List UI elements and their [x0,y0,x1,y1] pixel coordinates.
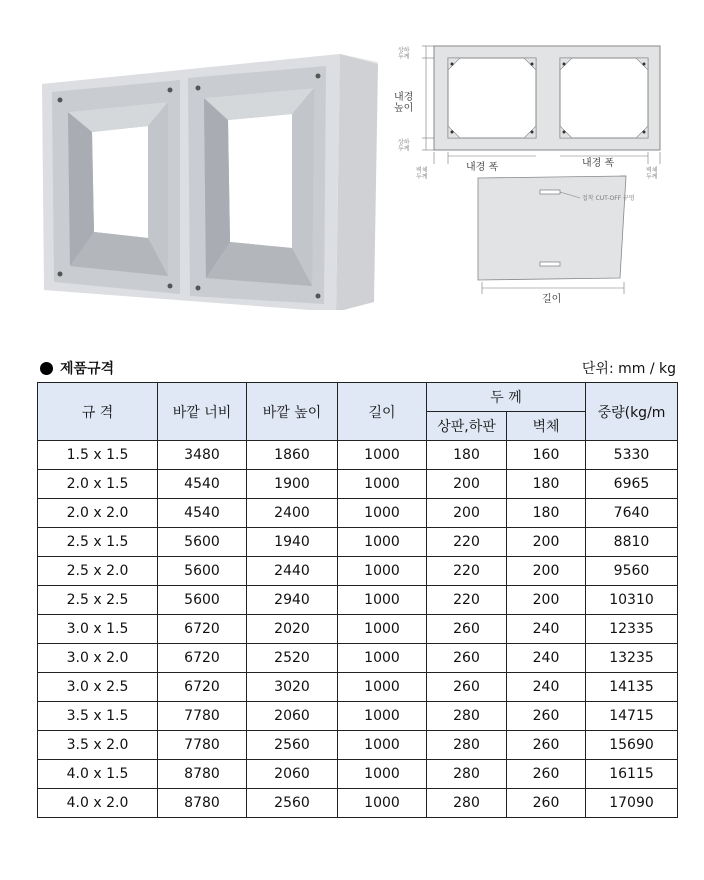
table-row [38,557,678,586]
cell-wall-thickness: 180 [507,470,586,499]
cell-spec: 2.5 x 2.5 [38,586,158,615]
cell-weight: 15690 [586,731,678,760]
header-spec: 규 격 [38,383,158,441]
cell-wall-thickness: 240 [507,673,586,702]
cell-wall-thickness: 260 [507,702,586,731]
cell-wall-thickness: 200 [507,586,586,615]
cell-outer-height: 2400 [247,499,338,528]
cell-weight: 8810 [586,528,678,557]
table-row [38,470,678,499]
cell-outer-height: 1860 [247,441,338,470]
cell-outer-height: 2020 [247,615,338,644]
cell-outer-width: 3480 [158,441,247,470]
cell-wall-thickness: 200 [507,528,586,557]
cell-wall-thickness: 260 [507,789,586,818]
cell-slab-thickness: 180 [427,441,507,470]
table-row [38,760,678,789]
cell-outer-width: 6720 [158,673,247,702]
drawing-label-inner-width-right: 내경 폭 [582,158,615,169]
table-row [38,528,678,557]
cell-length: 1000 [338,789,427,818]
drawing-label-bottom-thickness: 상하 두께 [398,139,410,153]
cell-wall-thickness: 240 [507,644,586,673]
cell-wall-thickness: 240 [507,615,586,644]
drawing-label-wall-left: 벽체 두께 [416,167,428,181]
cell-outer-width: 5600 [158,586,247,615]
cell-length: 1000 [338,644,427,673]
cell-wall-thickness: 160 [507,441,586,470]
cell-outer-width: 8780 [158,760,247,789]
cell-weight: 13235 [586,644,678,673]
drawing-label-inner-height: 내경 높이 [394,92,414,114]
cell-length: 1000 [338,760,427,789]
cell-length: 1000 [338,731,427,760]
cell-slab-thickness: 280 [427,789,507,818]
unit-label: 단위: mm / kg [581,361,676,377]
cell-wall-thickness: 200 [507,557,586,586]
cell-outer-width: 6720 [158,644,247,673]
cell-spec: 2.0 x 2.0 [38,499,158,528]
cell-spec: 2.0 x 1.5 [38,470,158,499]
cell-weight: 7640 [586,499,678,528]
culvert-drawing [390,40,680,320]
cell-outer-height: 2520 [247,644,338,673]
cell-slab-thickness: 260 [427,673,507,702]
cell-length: 1000 [338,615,427,644]
table-row [38,615,678,644]
cell-length: 1000 [338,528,427,557]
cell-weight: 5330 [586,441,678,470]
cell-outer-width: 8780 [158,789,247,818]
cell-outer-height: 2940 [247,586,338,615]
header-thickness: 두 께 [427,383,586,412]
section-heading [40,356,676,378]
cell-outer-height: 2560 [247,789,338,818]
spec-table-body [38,441,678,818]
cell-outer-height: 1900 [247,470,338,499]
cell-length: 1000 [338,557,427,586]
cell-spec: 4.0 x 2.0 [38,789,158,818]
table-row [38,499,678,528]
drawing-label-length: 길이 [542,294,562,305]
header-outer-width: 바깥 너비 [158,383,247,441]
header-outer-height: 바깥 높이 [247,383,338,441]
box-culvert-photo [30,40,390,310]
table-row [38,586,678,615]
section-title [40,358,114,378]
drawing-label-cutoff: 접착 CUT-OFF 구멍 [582,195,635,202]
table-row [38,673,678,702]
cell-slab-thickness: 200 [427,499,507,528]
spec-table [37,382,678,818]
cell-slab-thickness: 220 [427,528,507,557]
cell-outer-width: 5600 [158,557,247,586]
cell-outer-height: 2060 [247,760,338,789]
cell-spec: 1.5 x 1.5 [38,441,158,470]
cell-spec: 2.5 x 2.0 [38,557,158,586]
table-row [38,441,678,470]
cell-outer-width: 7780 [158,702,247,731]
cell-spec: 3.5 x 1.5 [38,702,158,731]
cell-weight: 14135 [586,673,678,702]
drawing-label-wall-right: 벽체 두께 [646,167,658,181]
cell-weight: 9560 [586,557,678,586]
header-slab: 상판,하판 [427,412,507,441]
table-row [38,789,678,818]
cell-length: 1000 [338,441,427,470]
cell-slab-thickness: 220 [427,586,507,615]
cell-outer-width: 5600 [158,528,247,557]
cell-outer-height: 3020 [247,673,338,702]
table-row [38,731,678,760]
cell-length: 1000 [338,586,427,615]
cell-spec: 2.5 x 1.5 [38,528,158,557]
cell-outer-width: 4540 [158,470,247,499]
cell-weight: 10310 [586,586,678,615]
cell-length: 1000 [338,499,427,528]
cell-outer-height: 1940 [247,528,338,557]
cell-slab-thickness: 280 [427,702,507,731]
section-title-text: 제품규격 [60,361,115,377]
cell-outer-height: 2560 [247,731,338,760]
cell-outer-width: 7780 [158,731,247,760]
cell-slab-thickness: 220 [427,557,507,586]
cell-weight: 12335 [586,615,678,644]
cell-slab-thickness: 280 [427,760,507,789]
bullet-icon [40,362,53,375]
cell-spec: 4.0 x 1.5 [38,760,158,789]
cell-length: 1000 [338,470,427,499]
cell-wall-thickness: 260 [507,760,586,789]
table-row [38,702,678,731]
cell-slab-thickness: 280 [427,731,507,760]
cell-length: 1000 [338,673,427,702]
cell-slab-thickness: 260 [427,615,507,644]
cell-outer-height: 2060 [247,702,338,731]
cell-weight: 6965 [586,470,678,499]
drawing-label-inner-width-left: 내경 폭 [466,162,499,173]
cell-spec: 3.0 x 2.0 [38,644,158,673]
cell-outer-height: 2440 [247,557,338,586]
cell-spec: 3.0 x 2.5 [38,673,158,702]
header-length: 길이 [338,383,427,441]
table-row [38,644,678,673]
cell-length: 1000 [338,702,427,731]
cell-slab-thickness: 260 [427,644,507,673]
cell-outer-width: 4540 [158,499,247,528]
cell-weight: 14715 [586,702,678,731]
cell-weight: 17090 [586,789,678,818]
header-wall: 벽체 [507,412,586,441]
cell-spec: 3.0 x 1.5 [38,615,158,644]
cell-outer-width: 6720 [158,615,247,644]
cell-slab-thickness: 200 [427,470,507,499]
cell-spec: 3.5 x 2.0 [38,731,158,760]
cell-wall-thickness: 260 [507,731,586,760]
cell-weight: 16115 [586,760,678,789]
cell-wall-thickness: 180 [507,499,586,528]
header-weight: 중량(kg/m [586,383,678,441]
drawing-label-top-thickness: 상하 두께 [398,47,410,61]
